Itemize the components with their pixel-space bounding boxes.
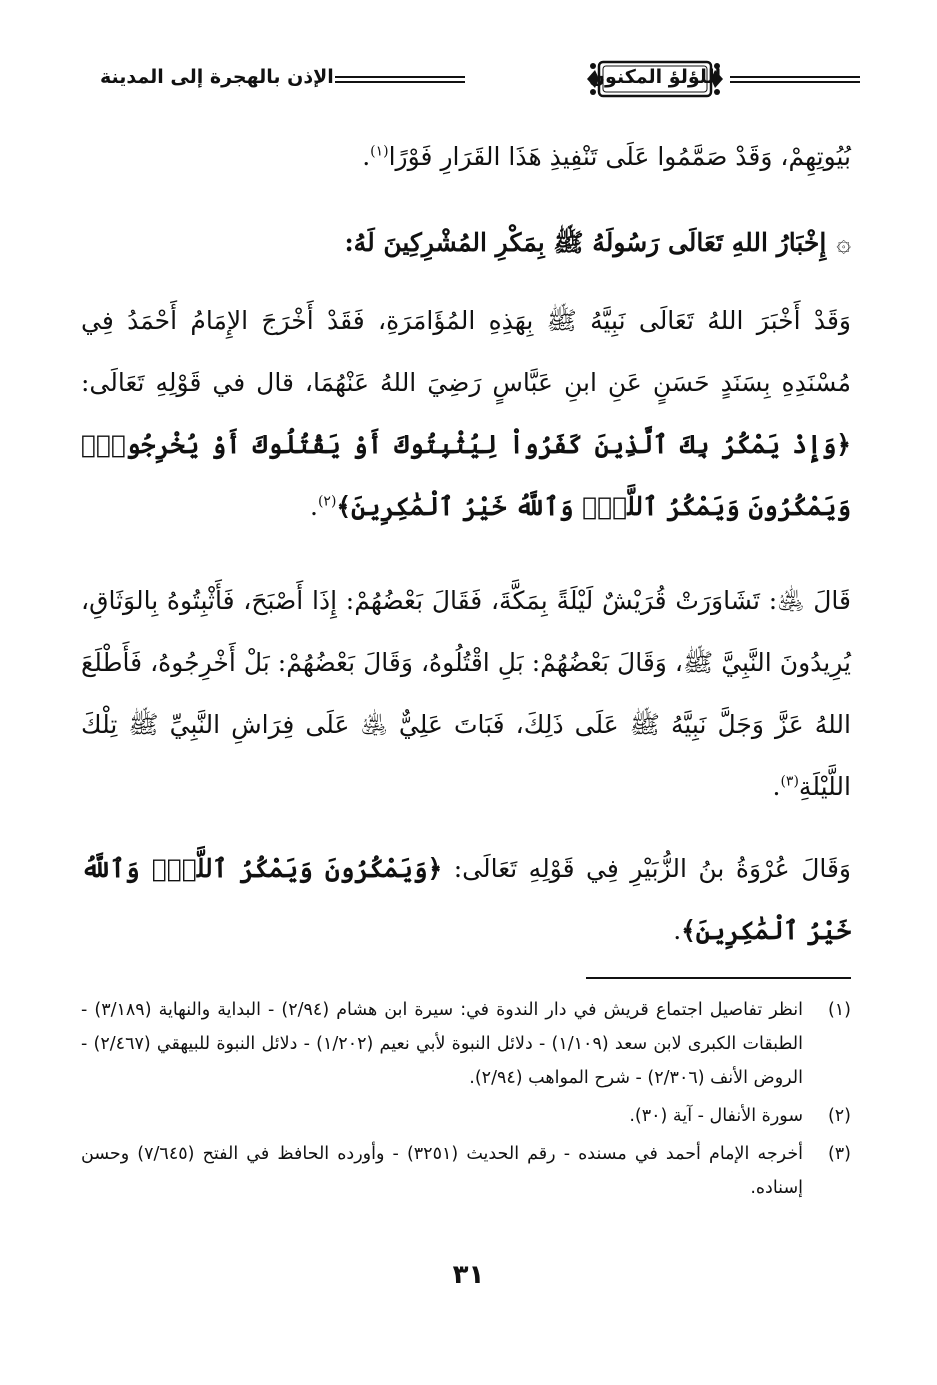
sentence-end: . — [772, 772, 781, 801]
running-header — [80, 52, 860, 104]
paragraph-text: وَقَالَ عُرْوَةُ بنُ الزُّبَيْرِ فِي قَوْلِهِ تَعَالَى: — [453, 854, 851, 883]
paragraph-2 — [81, 570, 851, 818]
footnote-ref-1: (١) — [370, 143, 389, 160]
book-title-ornament — [585, 58, 725, 100]
quran-verse: ﴿وَيَمْكُرُونَ وَيَمْكُرُ ٱللَّهُۖ وَٱللَّهُ خَيْرُ ٱلْمَٰكِرِينَ﴾ — [81, 854, 851, 945]
footnote-number: (٢) — [827, 1106, 851, 1126]
header-rule-right — [730, 76, 860, 83]
footnote-number: (١) — [827, 1000, 851, 1020]
footnote-text: أخرجه الإمام أحمد في مسنده - رقم الحديث (٣٢٥١) - وأورده الحافظ في الفتح (٧/٦٤٥) وحسن إسناده. — [81, 1144, 804, 1198]
footnote-3 — [81, 1137, 851, 1205]
header-rule-left — [335, 76, 465, 83]
book-title: اللؤلؤ المكنون — [588, 66, 722, 88]
heading-text: إِخْبَارُ اللهِ تَعَالَى رَسُولَهُ ﷺ بِمَكْرِ المُشْرِكِينَ لَهُ: — [344, 228, 827, 257]
section-heading — [81, 212, 851, 274]
page-number: ٣١ — [452, 1260, 485, 1290]
flower-bullet-icon: ۞ — [836, 228, 851, 257]
footnote-separator — [586, 977, 851, 979]
footnote-number: (٣) — [827, 1144, 851, 1164]
paragraph-text: بُيُوتِهِمْ، وَقَدْ صَمَّمُوا عَلَى تَنْفِيذِ هَذَا القَرَارِ فَوْرًا — [388, 142, 851, 171]
paragraph-3 — [81, 838, 851, 962]
footnote-text: انظر تفاصيل اجتماع قريش في دار الندوة في: سيرة ابن هشام (٢/٩٤) - البداية والنهاية (٣/١٨٩) - الطبقات الكبرى لابن سعد (١/١٠٩) - دلائل النبوة لأبي نعيم (١/٢٠٢) - دلائل النبوة للبيهقي (٢/٤٦٧) - الروض الأنف (٢/٣٠٦) - شرح المواهب (٢/٩٤). — [81, 1000, 803, 1088]
quran-verse: ﴿وَإِذْ يَمْكُرُ بِكَ ٱلَّذِينَ كَفَرُواْ لِيُثْبِتُوكَ أَوْ يَقْتُلُوكَ أَوْ يُخْرِجُوكَۚ وَيَمْكُرُونَ وَيَمْكُرُ ٱللَّهُۖ وَٱللَّهُ خَيْرُ ٱلْمَٰكِرِينَ﴾ — [81, 430, 851, 521]
footnote-2 — [81, 1099, 851, 1133]
footnotes — [81, 993, 851, 1209]
footnote-text: سورة الأنفال - آية (٣٠). — [629, 1106, 803, 1126]
sentence-end: . — [362, 142, 371, 171]
footnote-ref-2: (٢) — [317, 493, 337, 510]
sentence-end: . — [310, 492, 318, 521]
footnote-ref-3: (٣) — [780, 773, 799, 790]
sentence-end: . — [673, 916, 682, 945]
chapter-title: الإذن بالهجرة إلى المدينة — [100, 66, 334, 88]
paragraph-text: وَقَدْ أَخْبَرَ اللهُ تَعَالَى نَبِيَّهُ ﷺ بِهَذِهِ المُؤَامَرَةِ، فَقَدْ أَخْرَجَ الإِمَامُ أَحْمَدُ فِي مُسْنَدِهِ بِسَنَدٍ حَسَنٍ عَنِ ابنِ عَبَّاسٍ رَضِيَ اللهُ عَنْهُمَا، قال في قَوْلِهِ تَعَالَى: — [81, 306, 851, 397]
paragraph-1 — [81, 290, 851, 538]
paragraph-continuation — [81, 126, 851, 188]
paragraph-text: قَالَ ﵁: تَشَاوَرَتْ قُرَيْشٌ لَيْلَةً بِمَكَّةَ، فَقَالَ بَعْضُهُمْ: إِذَا أَصْبَحَ، فَأَثْبِتُوهُ بِالوَثَاقِ، يُرِيدُونَ النَّبِيَّ ﷺ، وَقَالَ بَعْضُهُمْ: بَلِ اقْتُلُوهُ، وَقَالَ بَعْضُهُمْ: بَلْ أَخْرِجُوهُ، فَأَطْلَعَ اللهُ عَزَّ وَجَلَّ نَبِيَّهُ ﷺ عَلَى ذَلِكَ، فَبَاتَ عَلِيٌّ ﵁ عَلَى فِرَاشِ النَّبِيِّ ﷺ تِلْكَ اللَّيْلَةِ — [81, 586, 851, 801]
footnote-1 — [81, 993, 851, 1095]
